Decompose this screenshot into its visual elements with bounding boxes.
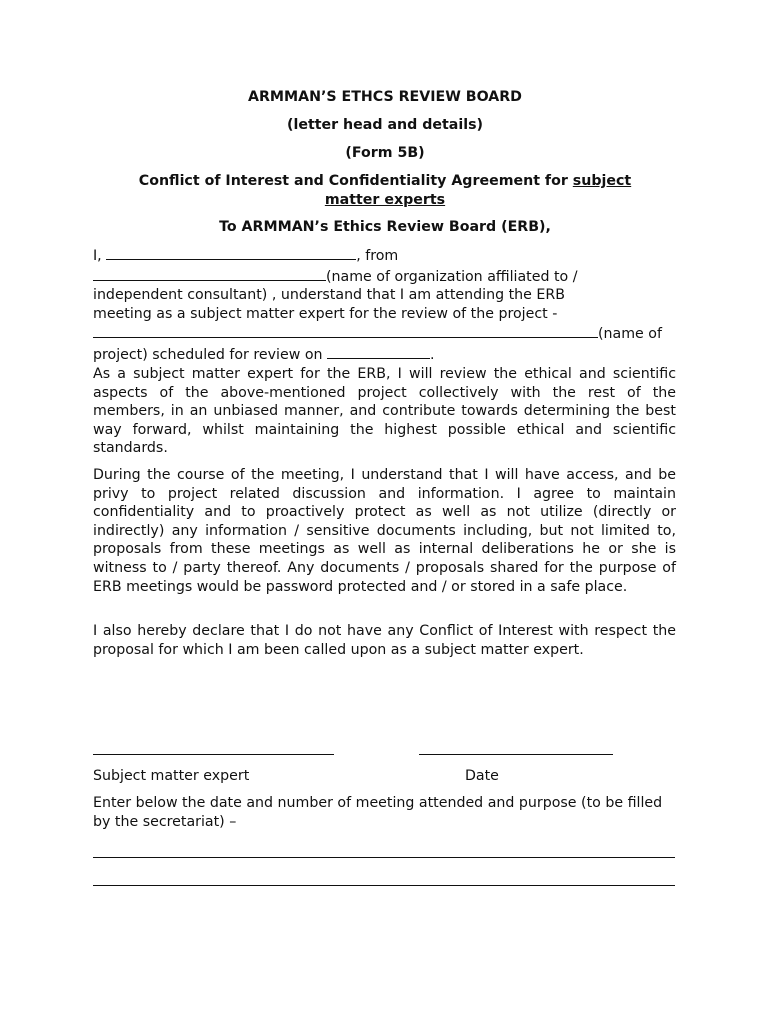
intro-line-4: meeting as a subject matter expert for the review of the project - — [93, 305, 558, 322]
intro-paragraph — [93, 245, 676, 365]
intro-line-5 — [93, 323, 676, 344]
i-label: I, — [93, 248, 102, 264]
intro-line-6 — [93, 344, 676, 365]
agreement-title — [100, 172, 670, 209]
agreement-title-underlined-2: matter experts — [324, 191, 446, 208]
secretariat-entry-line-1[interactable] — [93, 857, 675, 858]
org-label: (name of organization affiliated to / — [326, 268, 578, 285]
date-label: Date — [465, 768, 499, 784]
form-number: (Form 5B) — [345, 145, 425, 161]
paragraph-confidentiality: During the course of the meeting, I understand that I will have access, and be privy to project related discussion and information. I agree to maintain confidentiality and to proactively protect as well as not utilize (directly or indirectly) any information / sensitive documents including, but not limited to, proposals from these meetings as well as internal deliberations he or she is witness to / party thereof. Any documents / proposals shared for the purpose of ERB meetings would be password protected and / or stored in a safe place. — [93, 467, 676, 595]
project-blank[interactable] — [93, 323, 598, 338]
secretariat-instruction: Enter below the date and number of meeting attended and purpose (to be filled by the secretariat) – — [93, 795, 663, 830]
intro-line-2 — [93, 266, 676, 287]
board-title: ARMMAN’S ETHCS REVIEW BOARD — [248, 89, 522, 105]
intro-line-1 — [93, 245, 676, 266]
period: . — [430, 346, 435, 363]
date-signature-line[interactable] — [419, 754, 613, 755]
letterhead-note: (letter head and details) — [286, 117, 484, 133]
agreement-title-prefix: Conflict of Interest and Confidentiality Agreement for — [138, 173, 573, 189]
secretariat-entry-line-2[interactable] — [93, 885, 675, 886]
intro-line-3: independent consultant) , understand that I am attending the ERB — [93, 287, 565, 304]
paragraph-declaration: I also hereby declare that I do not have any Conflict of Interest with respect the proposal for which I am been called upon as a subject matter expert. — [93, 623, 676, 658]
review-date-label: project) scheduled for review on — [93, 346, 323, 363]
expert-signature-line[interactable] — [93, 754, 334, 755]
organization-blank[interactable] — [93, 266, 326, 281]
addressee: To ARMMAN’s Ethics Review Board (ERB), — [219, 219, 551, 235]
agreement-title-underlined-1: subject — [572, 173, 632, 189]
from-label: , from — [356, 248, 399, 264]
expert-label: Subject matter expert — [93, 768, 250, 784]
project-label: (name of — [598, 326, 662, 343]
name-blank[interactable] — [106, 245, 356, 260]
paragraph-responsibility: As a subject matter expert for the ERB, I will review the ethical and scientific aspects of the above-mentioned project collectively with the rest of the members, in an unbiased manner, and contribute towards determining the best way forward, whilst maintaining the highest possible ethical and scientific standards. — [93, 366, 676, 457]
review-date-blank[interactable] — [327, 344, 430, 359]
